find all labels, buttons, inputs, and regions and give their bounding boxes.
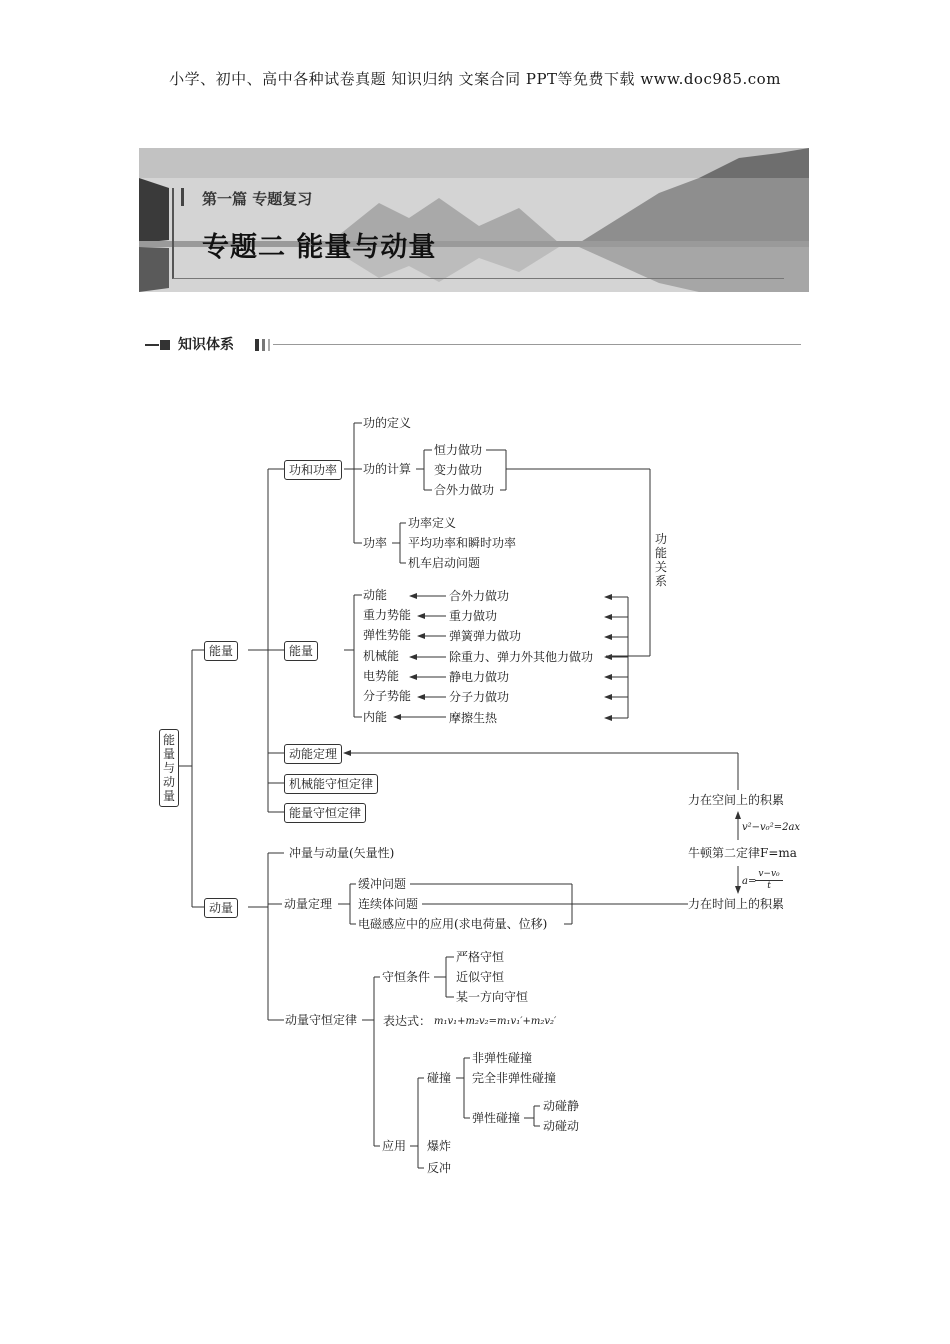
node-collision: 碰撞 [427,1071,452,1085]
form-6: 分子势能 [363,689,412,703]
work-5: 静电力做功 [449,670,510,684]
cond-item-3: 某一方向守恒 [456,990,529,1004]
banner-title: 专题二 能量与动量 [202,232,437,263]
work-1: 合外力做功 [449,589,510,603]
form-2: 重力势能 [363,608,412,622]
work-7: 摩擦生热 [449,711,498,725]
node-application: 应用 [382,1139,407,1153]
banner-subtitle: 第一篇 专题复习 [202,190,313,208]
node-work-calc: 功的计算 [363,462,412,476]
node-work-def: 功的定义 [363,416,412,430]
node-expression: m₁v₁+m₂v₂=m₁v₁′+m₂v₂′ [434,1016,557,1027]
power-item-2: 平均功率和瞬时功率 [408,536,517,550]
node-expression-label: 表达式： [383,1014,432,1028]
work-4: 除重力、弹力外其他力做功 [449,650,594,664]
node-momentum: 动量 [204,898,238,918]
work-6: 分子力做功 [449,690,510,704]
cond-item-2: 近似守恒 [456,970,505,984]
node-power: 功率 [363,536,388,550]
eq-accel-num: v−v₀ [755,869,783,881]
node-mech-cons: 机械能守恒定律 [284,774,378,794]
calc-item-2: 变力做功 [434,463,483,477]
form-4: 机械能 [363,649,400,663]
eq-kinematic: v²−v₀²=2ax [742,822,801,833]
section-title: 知识体系 [178,337,234,353]
node-elastic: 弹性碰撞 [472,1111,521,1125]
work-3: 弹簧弹力做功 [449,629,522,643]
elastic-item-1: 动碰静 [543,1099,580,1113]
power-item-1: 功率定义 [408,516,457,530]
time-accum: 力在时间上的积累 [688,897,785,911]
mt-item-1: 缓冲问题 [358,877,407,891]
form-5: 电势能 [363,669,400,683]
func-relation-label: 功 能 关 系 [654,532,667,588]
form-1: 动能 [363,588,388,602]
newton-law: 牛顿第二定律F=ma [688,846,797,860]
node-energy-forms: 能量 [284,641,318,661]
node-explosion: 爆炸 [427,1139,452,1153]
coll-item-1: 非弹性碰撞 [472,1051,533,1065]
mt-item-3: 电磁感应中的应用(求电荷量、位移) [358,917,548,931]
mt-item-2: 连续体问题 [358,897,419,911]
node-mom-theorem: 动量定理 [284,897,333,911]
node-mom-cons: 动量守恒定律 [285,1013,358,1027]
node-root: 能 量 与 动 量 [159,729,179,807]
site-header-line: 小学、初中、高中各种试卷真题 知识归纳 文案合同 PPT等免费下载 www.doc985.com [169,70,781,88]
form-7: 内能 [363,710,388,724]
coll-item-2: 完全非弹性碰撞 [472,1071,557,1085]
form-3: 弹性势能 [363,628,412,642]
node-energy-cons: 能量守恒定律 [284,803,366,823]
eq-accel-left: a= [742,876,757,887]
calc-item-3: 合外力做功 [434,483,495,497]
node-conditions: 守恒条件 [382,970,431,984]
node-ke-theorem: 动能定理 [284,744,342,764]
elastic-item-2: 动碰动 [543,1119,580,1133]
eq-accel-den: t [767,881,771,891]
space-accum: 力在空间上的积累 [688,793,785,807]
cond-item-1: 严格守恒 [456,950,505,964]
node-work-power: 功和功率 [284,460,342,480]
power-item-3: 机车启动问题 [408,556,481,570]
node-impulse: 冲量与动量(矢量性) [289,846,395,860]
work-2: 重力做功 [449,609,498,623]
node-energy: 能量 [204,641,238,661]
node-recoil: 反冲 [427,1161,452,1175]
calc-item-1: 恒力做功 [434,443,483,457]
